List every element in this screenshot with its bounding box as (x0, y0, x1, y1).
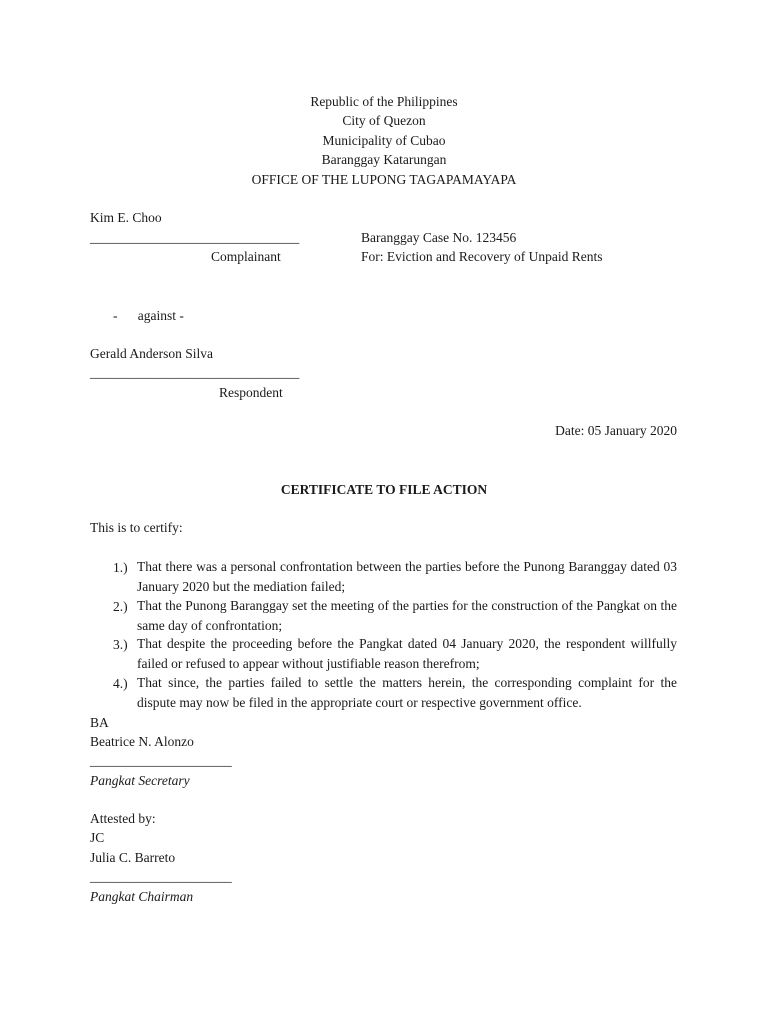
secretary-name: Beatrice N. Alonzo (90, 734, 194, 749)
list-item-text: That there was a personal confrontation between the parties before the Punong Baranggay dated 03 January 2020 but the mediation failed; (137, 559, 677, 594)
complainant-label: Complainant (211, 249, 281, 264)
list-item-text: That despite the proceeding before the Pangkat dated 04 January 2020, the respondent willfully failed or refused to appear without justifiable reason therefrom; (137, 636, 677, 671)
secretary-initials: BA (90, 715, 109, 730)
secretary-title: Pangkat Secretary (90, 773, 190, 788)
respondent-label: Respondent (219, 385, 283, 400)
complainant-name: Kim E. Choo (90, 210, 162, 225)
chairman-initials: JC (90, 830, 105, 845)
header-republic: Republic of the Philippines (310, 94, 458, 109)
chairman-name: Julia C. Barreto (90, 850, 176, 865)
complainant-signature-line: _______________________________ (90, 230, 300, 245)
list-item-text: That the Punong Baranggay set the meeting of the parties for the construction of the Pangkat on the same day of confrontation; (137, 598, 677, 633)
header-barangay: Baranggay Katarungan (321, 152, 447, 167)
respondent-signature-line: _______________________________ (90, 365, 300, 380)
against-label: - against - (113, 308, 184, 323)
attested-label: Attested by: (90, 811, 156, 826)
list-item-number: 3.) (113, 637, 128, 652)
chairman-title: Pangkat Chairman (90, 889, 194, 904)
document-date: Date: 05 January 2020 (555, 423, 677, 438)
list-item-number: 4.) (113, 676, 128, 691)
chairman-signature-line: _____________________ (90, 869, 232, 884)
list-item-number: 1.) (113, 560, 128, 575)
case-number: Baranggay Case No. 123456 (361, 230, 517, 245)
secretary-signature-line: _____________________ (90, 753, 232, 768)
case-subject: For: Eviction and Recovery of Unpaid Rents (361, 249, 603, 264)
respondent-name: Gerald Anderson Silva (90, 346, 213, 361)
header-city: City of Quezon (342, 113, 426, 128)
certificate-title: CERTIFICATE TO FILE ACTION (280, 482, 488, 497)
intro-text: This is to certify: (90, 520, 183, 535)
list-item-number: 2.) (113, 599, 128, 614)
header-municipality: Municipality of Cubao (322, 133, 446, 148)
header-office: OFFICE OF THE LUPONG TAGAPAMAYAPA (251, 172, 517, 187)
list-item-text: That since, the parties failed to settle the matters herein, the corresponding complaint for the dispute may now be filed in the appropriate court or respective government office. (137, 675, 677, 710)
